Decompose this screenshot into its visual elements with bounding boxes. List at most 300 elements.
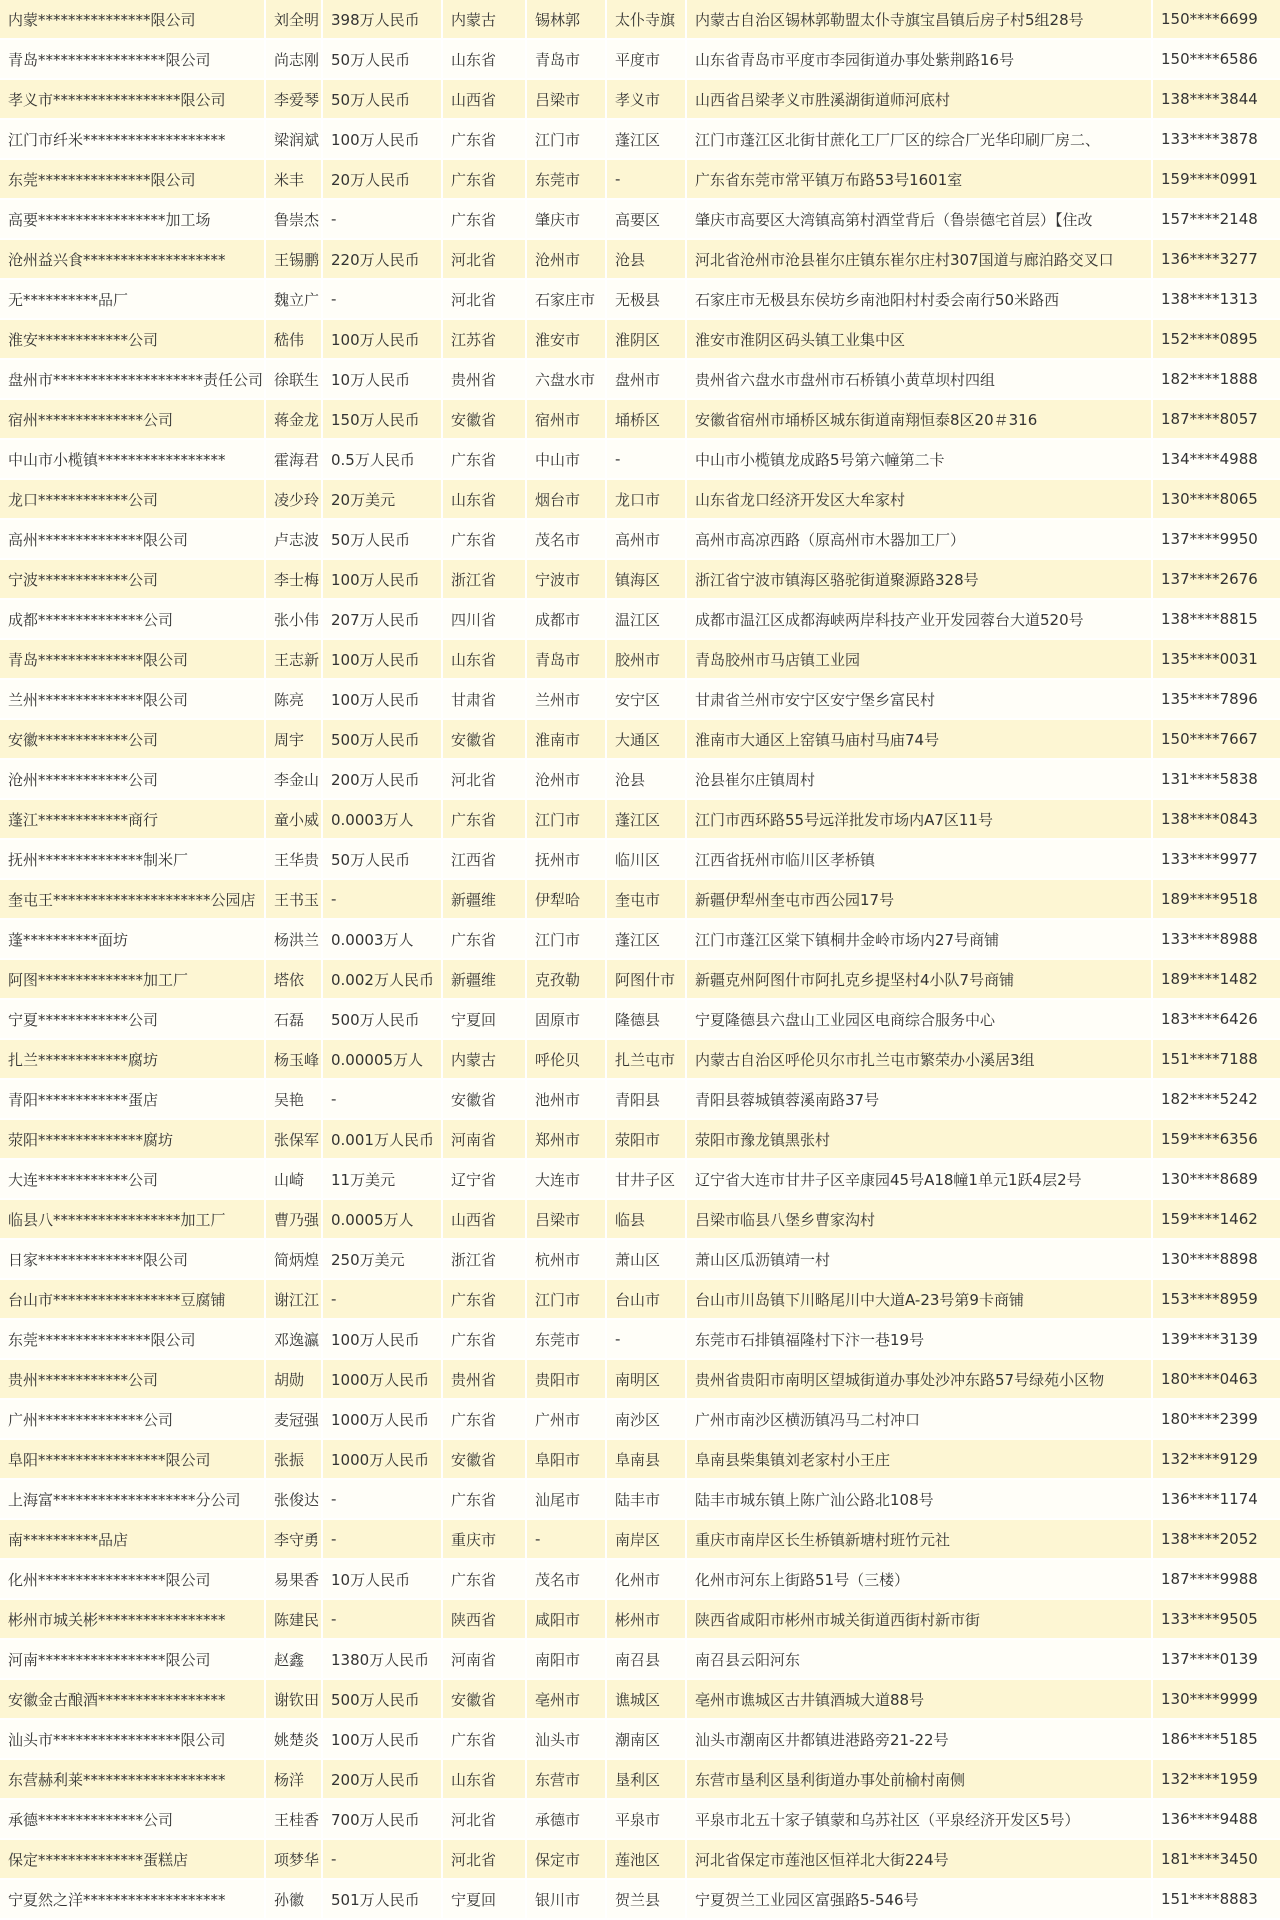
cell-address: 浙江省宁波市镇海区骆驼街道聚源路328号: [687, 560, 1153, 600]
cell-company-name: 无**********品厂: [0, 280, 266, 320]
cell-registered-capital: 50万人民币: [323, 840, 443, 880]
cell-legal-rep: 张小伟: [266, 600, 323, 640]
cell-phone: 180****0463: [1153, 1360, 1280, 1400]
cell-company-name: 安徽************公司: [0, 720, 266, 760]
cell-legal-rep: 李爱琴: [266, 80, 323, 120]
cell-province: 辽宁省: [443, 1160, 527, 1200]
cell-registered-capital: 500万人民币: [323, 1680, 443, 1720]
cell-phone: 138****3844: [1153, 80, 1280, 120]
cell-company-name: 河南*****************限公司: [0, 1640, 266, 1680]
cell-legal-rep: 石磊: [266, 1000, 323, 1040]
cell-phone: 135****7896: [1153, 680, 1280, 720]
cell-registered-capital: -: [323, 880, 443, 920]
table-row: [0, 0, 1280, 40]
cell-province: 内蒙古: [443, 1040, 527, 1080]
cell-district: 温江区: [607, 600, 687, 640]
cell-address: 新疆伊犁州奎屯市西公园17号: [687, 880, 1153, 920]
cell-registered-capital: 207万人民币: [323, 600, 443, 640]
cell-city: 银川市: [527, 1880, 607, 1920]
cell-company-name: 汕头市*****************限公司: [0, 1720, 266, 1760]
cell-district: 扎兰屯市: [607, 1040, 687, 1080]
cell-address: 山西省吕梁孝义市胜溪湖街道师河底村: [687, 80, 1153, 120]
cell-city: 东莞市: [527, 160, 607, 200]
cell-district: 胶州市: [607, 640, 687, 680]
cell-registered-capital: 0.001万人民币: [323, 1120, 443, 1160]
cell-province: 河北省: [443, 240, 527, 280]
cell-province: 四川省: [443, 600, 527, 640]
cell-legal-rep: 梁润斌: [266, 120, 323, 160]
cell-phone: 159****6356: [1153, 1120, 1280, 1160]
cell-company-name: 大连************公司: [0, 1160, 266, 1200]
cell-city: 烟台市: [527, 480, 607, 520]
cell-address: 内蒙古自治区锡林郭勒盟太仆寺旗宝昌镇后房子村5组28号: [687, 0, 1153, 40]
table-row: [0, 1440, 1280, 1480]
cell-province: 山西省: [443, 80, 527, 120]
cell-province: 山西省: [443, 1200, 527, 1240]
cell-company-name: 青岛*****************限公司: [0, 40, 266, 80]
cell-legal-rep: 凌少玲: [266, 480, 323, 520]
cell-registered-capital: -: [323, 1280, 443, 1320]
cell-city: 江门市: [527, 120, 607, 160]
cell-company-name: 蓬江************商行: [0, 800, 266, 840]
cell-district: 萧山区: [607, 1240, 687, 1280]
cell-registered-capital: 700万人民币: [323, 1800, 443, 1840]
cell-phone: 138****0843: [1153, 800, 1280, 840]
cell-company-name: 贵州************公司: [0, 1360, 266, 1400]
table-row: [0, 360, 1280, 400]
cell-company-name: 沧州************公司: [0, 760, 266, 800]
cell-district: 太仆寺旗: [607, 0, 687, 40]
cell-company-name: 高要*****************加工场: [0, 200, 266, 240]
cell-city: 广州市: [527, 1400, 607, 1440]
cell-city: -: [527, 1520, 607, 1560]
cell-registered-capital: 100万人民币: [323, 560, 443, 600]
cell-province: 新疆维: [443, 880, 527, 920]
cell-company-name: 荥阳**************腐坊: [0, 1120, 266, 1160]
cell-province: 重庆市: [443, 1520, 527, 1560]
cell-company-name: 广州**************公司: [0, 1400, 266, 1440]
cell-company-name: 宁夏************公司: [0, 1000, 266, 1040]
cell-registered-capital: 500万人民币: [323, 1000, 443, 1040]
cell-address: 重庆市南岸区长生桥镇新塘村班竹元社: [687, 1520, 1153, 1560]
cell-address: 吕梁市临县八堡乡曹家沟村: [687, 1200, 1153, 1240]
cell-city: 池州市: [527, 1080, 607, 1120]
cell-city: 大连市: [527, 1160, 607, 1200]
cell-phone: 139****3139: [1153, 1320, 1280, 1360]
cell-province: 陕西省: [443, 1600, 527, 1640]
cell-phone: 150****6586: [1153, 40, 1280, 80]
cell-address: 江门市西环路55号远洋批发市场内A7区11号: [687, 800, 1153, 840]
table-row: [0, 440, 1280, 480]
cell-city: 淮安市: [527, 320, 607, 360]
cell-registered-capital: 1000万人民币: [323, 1360, 443, 1400]
cell-phone: 183****6426: [1153, 1000, 1280, 1040]
cell-registered-capital: 220万人民币: [323, 240, 443, 280]
cell-district: 南明区: [607, 1360, 687, 1400]
cell-registered-capital: 50万人民币: [323, 520, 443, 560]
cell-legal-rep: 杨玉峰: [266, 1040, 323, 1080]
cell-company-name: 扎兰************腐坊: [0, 1040, 266, 1080]
cell-company-name: 青阳************蛋店: [0, 1080, 266, 1120]
cell-company-name: 安徽金古酿酒*****************: [0, 1680, 266, 1720]
cell-legal-rep: 陈亮: [266, 680, 323, 720]
cell-district: 平度市: [607, 40, 687, 80]
cell-district: 阿图什市: [607, 960, 687, 1000]
cell-legal-rep: 李士梅: [266, 560, 323, 600]
cell-province: 广东省: [443, 440, 527, 480]
cell-legal-rep: 赵鑫: [266, 1640, 323, 1680]
cell-city: 淮南市: [527, 720, 607, 760]
cell-company-name: 承德**************公司: [0, 1800, 266, 1840]
cell-registered-capital: 50万人民币: [323, 80, 443, 120]
table-row: [0, 1560, 1280, 1600]
cell-phone: 130****9999: [1153, 1680, 1280, 1720]
cell-phone: 136****1174: [1153, 1480, 1280, 1520]
cell-province: 广东省: [443, 1400, 527, 1440]
cell-province: 新疆维: [443, 960, 527, 1000]
cell-city: 锡林郭: [527, 0, 607, 40]
cell-province: 河北省: [443, 280, 527, 320]
cell-district: 淮阴区: [607, 320, 687, 360]
cell-address: 成都市温江区成都海峡两岸科技产业开发园蓉台大道520号: [687, 600, 1153, 640]
cell-city: 兰州市: [527, 680, 607, 720]
cell-phone: 130****8898: [1153, 1240, 1280, 1280]
cell-city: 承德市: [527, 1800, 607, 1840]
cell-registered-capital: 1000万人民币: [323, 1400, 443, 1440]
table-row: [0, 640, 1280, 680]
cell-province: 广东省: [443, 120, 527, 160]
cell-registered-capital: 200万人民币: [323, 760, 443, 800]
cell-registered-capital: -: [323, 1600, 443, 1640]
cell-address: 荥阳市豫龙镇黑张村: [687, 1120, 1153, 1160]
cell-company-name: 兰州**************限公司: [0, 680, 266, 720]
cell-address: 新疆克州阿图什市阿扎克乡提坚村4小队7号商铺: [687, 960, 1153, 1000]
cell-district: 蓬江区: [607, 120, 687, 160]
cell-registered-capital: 501万人民币: [323, 1880, 443, 1920]
cell-registered-capital: 100万人民币: [323, 320, 443, 360]
cell-province: 广东省: [443, 200, 527, 240]
cell-district: 隆德县: [607, 1000, 687, 1040]
cell-address: 高州市高凉西路（原高州市木器加工厂）: [687, 520, 1153, 560]
table-row: [0, 1880, 1280, 1920]
cell-phone: 151****8883: [1153, 1880, 1280, 1920]
cell-city: 汕尾市: [527, 1480, 607, 1520]
cell-registered-capital: 0.0003万人: [323, 800, 443, 840]
cell-registered-capital: 398万人民币: [323, 0, 443, 40]
cell-legal-rep: 塔依: [266, 960, 323, 1000]
table-row: [0, 840, 1280, 880]
cell-phone: 151****7188: [1153, 1040, 1280, 1080]
cell-phone: 150****7667: [1153, 720, 1280, 760]
table-row: [0, 720, 1280, 760]
cell-phone: 132****1959: [1153, 1760, 1280, 1800]
cell-address: 东莞市石排镇福隆村下汴一巷19号: [687, 1320, 1153, 1360]
cell-district: 南沙区: [607, 1400, 687, 1440]
table-row: [0, 400, 1280, 440]
cell-legal-rep: 王书玉: [266, 880, 323, 920]
cell-legal-rep: 魏立广: [266, 280, 323, 320]
cell-company-name: 东莞***************限公司: [0, 1320, 266, 1360]
cell-province: 河北省: [443, 1840, 527, 1880]
cell-registered-capital: -: [323, 1840, 443, 1880]
cell-address: 广州市南沙区横沥镇冯马二村冲口: [687, 1400, 1153, 1440]
cell-phone: 182****5242: [1153, 1080, 1280, 1120]
table-row: [0, 680, 1280, 720]
cell-address: 辽宁省大连市甘井子区辛康园45号A18幢1单元1跃4层2号: [687, 1160, 1153, 1200]
cell-city: 郑州市: [527, 1120, 607, 1160]
cell-registered-capital: -: [323, 200, 443, 240]
cell-legal-rep: 李守勇: [266, 1520, 323, 1560]
cell-province: 广东省: [443, 520, 527, 560]
cell-city: 宿州市: [527, 400, 607, 440]
cell-city: 汕头市: [527, 1720, 607, 1760]
cell-company-name: 宿州**************公司: [0, 400, 266, 440]
cell-legal-rep: 杨洋: [266, 1760, 323, 1800]
table-row: [0, 480, 1280, 520]
cell-registered-capital: 1380万人民币: [323, 1640, 443, 1680]
cell-phone: 187****8057: [1153, 400, 1280, 440]
cell-province: 安徽省: [443, 1440, 527, 1480]
cell-province: 贵州省: [443, 360, 527, 400]
cell-address: 贵州省贵阳市南明区望城街道办事处沙冲东路57号绿苑小区物: [687, 1360, 1153, 1400]
cell-city: 中山市: [527, 440, 607, 480]
cell-district: 埇桥区: [607, 400, 687, 440]
cell-address: 亳州市谯城区古井镇酒城大道88号: [687, 1680, 1153, 1720]
table-row: [0, 1040, 1280, 1080]
cell-district: 南召县: [607, 1640, 687, 1680]
cell-city: 吕梁市: [527, 80, 607, 120]
cell-legal-rep: 项梦华: [266, 1840, 323, 1880]
cell-registered-capital: 20万美元: [323, 480, 443, 520]
cell-phone: 137****0139: [1153, 1640, 1280, 1680]
table-row: [0, 1400, 1280, 1440]
cell-registered-capital: 20万人民币: [323, 160, 443, 200]
cell-phone: 134****4988: [1153, 440, 1280, 480]
cell-registered-capital: 250万美元: [323, 1240, 443, 1280]
cell-district: 临川区: [607, 840, 687, 880]
cell-phone: 133****3878: [1153, 120, 1280, 160]
table-row: [0, 40, 1280, 80]
cell-company-name: 内蒙***************限公司: [0, 0, 266, 40]
cell-city: 东莞市: [527, 1320, 607, 1360]
cell-address: 广东省东莞市常平镇万布路53号1601室: [687, 160, 1153, 200]
cell-city: 呼伦贝: [527, 1040, 607, 1080]
cell-district: 彬州市: [607, 1600, 687, 1640]
cell-legal-rep: 曹乃强: [266, 1200, 323, 1240]
cell-city: 茂名市: [527, 1560, 607, 1600]
cell-address: 河北省沧州市沧县崔尔庄镇东崔尔庄村307国道与廊泊路交叉口: [687, 240, 1153, 280]
cell-address: 淮南市大通区上窑镇马庙村马庙74号: [687, 720, 1153, 760]
cell-legal-rep: 王桂香: [266, 1800, 323, 1840]
cell-phone: 131****5838: [1153, 760, 1280, 800]
cell-address: 青岛胶州市马店镇工业园: [687, 640, 1153, 680]
cell-province: 山东省: [443, 480, 527, 520]
cell-company-name: 成都**************公司: [0, 600, 266, 640]
cell-legal-rep: 陈建民: [266, 1600, 323, 1640]
cell-city: 抚州市: [527, 840, 607, 880]
cell-district: -: [607, 160, 687, 200]
table-row: [0, 1320, 1280, 1360]
cell-registered-capital: -: [323, 1080, 443, 1120]
cell-province: 内蒙古: [443, 0, 527, 40]
cell-company-name: 奎屯王*********************公园店: [0, 880, 266, 920]
table-row: [0, 520, 1280, 560]
cell-district: 莲池区: [607, 1840, 687, 1880]
table-row: [0, 160, 1280, 200]
cell-phone: 189****9518: [1153, 880, 1280, 920]
cell-province: 山东省: [443, 40, 527, 80]
cell-address: 中山市小榄镇龙成路5号第六幢第二卡: [687, 440, 1153, 480]
cell-legal-rep: 童小威: [266, 800, 323, 840]
table-row: [0, 280, 1280, 320]
cell-company-name: 盘州市********************责任公司: [0, 360, 266, 400]
cell-legal-rep: 邓逸瀛: [266, 1320, 323, 1360]
cell-province: 浙江省: [443, 560, 527, 600]
cell-registered-capital: 0.002万人民币: [323, 960, 443, 1000]
cell-company-name: 中山市小榄镇*****************: [0, 440, 266, 480]
cell-province: 甘肃省: [443, 680, 527, 720]
cell-address: 河北省保定市莲池区恒祥北大街224号: [687, 1840, 1153, 1880]
cell-phone: 150****6699: [1153, 0, 1280, 40]
cell-address: 山东省青岛市平度市李园街道办事处紫荆路16号: [687, 40, 1153, 80]
cell-legal-rep: 王华贵: [266, 840, 323, 880]
cell-registered-capital: -: [323, 1520, 443, 1560]
cell-province: 宁夏回: [443, 1880, 527, 1920]
cell-company-name: 青岛**************限公司: [0, 640, 266, 680]
cell-city: 青岛市: [527, 40, 607, 80]
table-row: [0, 1600, 1280, 1640]
cell-phone: 133****9977: [1153, 840, 1280, 880]
cell-district: 谯城区: [607, 1680, 687, 1720]
cell-address: 汕头市潮南区井都镇进港路旁21-22号: [687, 1720, 1153, 1760]
cell-phone: 136****9488: [1153, 1800, 1280, 1840]
cell-city: 肇庆市: [527, 200, 607, 240]
cell-registered-capital: 0.0003万人: [323, 920, 443, 960]
cell-address: 阜南县柴集镇刘老家村小王庄: [687, 1440, 1153, 1480]
cell-phone: 136****3277: [1153, 240, 1280, 280]
cell-address: 台山市川岛镇下川略尾川中大道A-23号第9卡商铺: [687, 1280, 1153, 1320]
table-row: [0, 880, 1280, 920]
cell-registered-capital: 0.0005万人: [323, 1200, 443, 1240]
cell-district: 沧县: [607, 240, 687, 280]
cell-address: 平泉市北五十家子镇蒙和乌苏社区（平泉经济开发区5号）: [687, 1800, 1153, 1840]
cell-legal-rep: 杨洪兰: [266, 920, 323, 960]
cell-province: 山东省: [443, 640, 527, 680]
cell-legal-rep: 鲁崇杰: [266, 200, 323, 240]
cell-address: 淮安市淮阴区码头镇工业集中区: [687, 320, 1153, 360]
cell-province: 山东省: [443, 1760, 527, 1800]
cell-registered-capital: 11万美元: [323, 1160, 443, 1200]
cell-phone: 180****2399: [1153, 1400, 1280, 1440]
table-row: [0, 560, 1280, 600]
table-row: [0, 1080, 1280, 1120]
cell-registered-capital: 10万人民币: [323, 1560, 443, 1600]
cell-address: 山东省龙口经济开发区大牟家村: [687, 480, 1153, 520]
table-row: [0, 320, 1280, 360]
table-row: [0, 1160, 1280, 1200]
table-row: [0, 80, 1280, 120]
cell-city: 伊犁哈: [527, 880, 607, 920]
cell-district: -: [607, 440, 687, 480]
table-row: [0, 1720, 1280, 1760]
cell-registered-capital: 10万人民币: [323, 360, 443, 400]
table-row: [0, 960, 1280, 1000]
cell-address: 陆丰市城东镇上陈广汕公路北108号: [687, 1480, 1153, 1520]
cell-province: 广东省: [443, 800, 527, 840]
cell-province: 广东省: [443, 1560, 527, 1600]
cell-district: 蓬江区: [607, 920, 687, 960]
table-row: [0, 1480, 1280, 1520]
cell-address: 宁夏隆德县六盘山工业园区电商综合服务中心: [687, 1000, 1153, 1040]
cell-company-name: 阜阳*****************限公司: [0, 1440, 266, 1480]
cell-phone: 132****9129: [1153, 1440, 1280, 1480]
cell-company-name: 临县八*****************加工厂: [0, 1200, 266, 1240]
cell-legal-rep: 蒋金龙: [266, 400, 323, 440]
cell-city: 江门市: [527, 920, 607, 960]
cell-phone: 186****5185: [1153, 1720, 1280, 1760]
cell-legal-rep: 徐联生: [266, 360, 323, 400]
cell-company-name: 台山市*****************豆腐铺: [0, 1280, 266, 1320]
cell-district: 安宁区: [607, 680, 687, 720]
cell-city: 茂名市: [527, 520, 607, 560]
table-row: [0, 120, 1280, 160]
cell-district: 贺兰县: [607, 1880, 687, 1920]
cell-province: 河南省: [443, 1640, 527, 1680]
cell-district: 甘井子区: [607, 1160, 687, 1200]
cell-city: 宁波市: [527, 560, 607, 600]
cell-legal-rep: 嵇伟: [266, 320, 323, 360]
cell-district: 化州市: [607, 1560, 687, 1600]
cell-company-name: 江门市纤米*******************: [0, 120, 266, 160]
cell-district: 青阳县: [607, 1080, 687, 1120]
cell-address: 安徽省宿州市埇桥区城东街道南翔恒泰8区20＃316: [687, 400, 1153, 440]
cell-province: 江西省: [443, 840, 527, 880]
cell-company-name: 彬州市城关彬*****************: [0, 1600, 266, 1640]
cell-legal-rep: 易果香: [266, 1560, 323, 1600]
cell-registered-capital: 100万人民币: [323, 120, 443, 160]
cell-district: 大通区: [607, 720, 687, 760]
cell-province: 河北省: [443, 760, 527, 800]
cell-province: 广东省: [443, 920, 527, 960]
cell-city: 保定市: [527, 1840, 607, 1880]
cell-city: 江门市: [527, 800, 607, 840]
cell-company-name: 化州*****************限公司: [0, 1560, 266, 1600]
cell-district: 垦利区: [607, 1760, 687, 1800]
cell-province: 河北省: [443, 1800, 527, 1840]
cell-city: 青岛市: [527, 640, 607, 680]
cell-registered-capital: 1000万人民币: [323, 1440, 443, 1480]
table-row: [0, 1200, 1280, 1240]
cell-legal-rep: 尚志刚: [266, 40, 323, 80]
cell-registered-capital: -: [323, 280, 443, 320]
cell-district: 镇海区: [607, 560, 687, 600]
cell-city: 沧州市: [527, 240, 607, 280]
cell-district: 高州市: [607, 520, 687, 560]
cell-city: 六盘水市: [527, 360, 607, 400]
cell-city: 亳州市: [527, 1680, 607, 1720]
cell-address: 沧县崔尔庄镇周村: [687, 760, 1153, 800]
cell-district: 蓬江区: [607, 800, 687, 840]
cell-district: 沧县: [607, 760, 687, 800]
cell-phone: 130****8689: [1153, 1160, 1280, 1200]
cell-province: 广东省: [443, 1280, 527, 1320]
cell-address: 肇庆市高要区大湾镇高第村酒堂背后（鲁崇德宅首层）【住改: [687, 200, 1153, 240]
cell-registered-capital: 0.5万人民币: [323, 440, 443, 480]
cell-city: 克孜勒: [527, 960, 607, 1000]
cell-province: 广东省: [443, 1320, 527, 1360]
cell-phone: 133****8988: [1153, 920, 1280, 960]
cell-company-name: 孝义市*****************限公司: [0, 80, 266, 120]
